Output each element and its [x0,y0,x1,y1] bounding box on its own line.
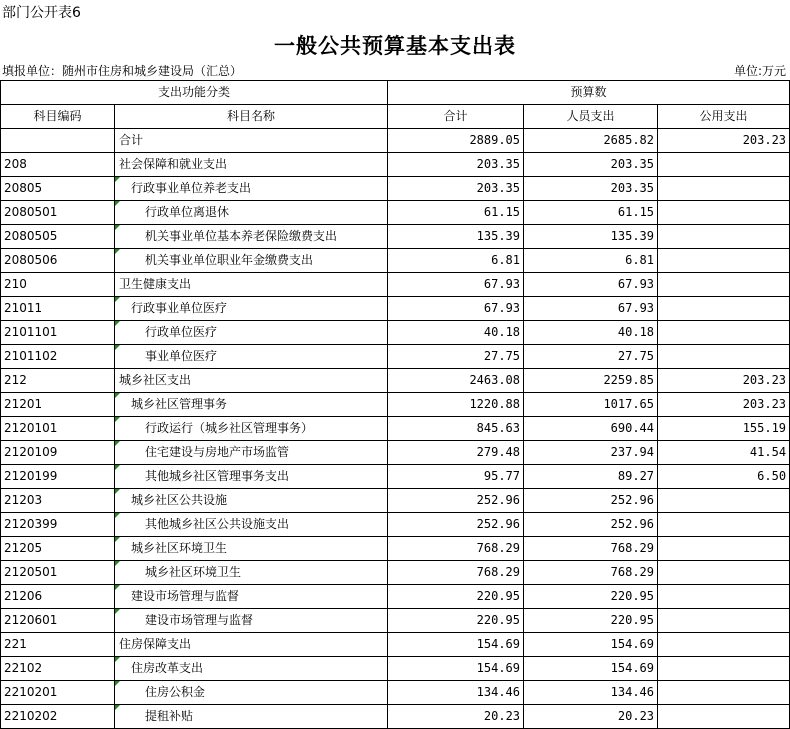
table-row [1,513,790,537]
cell-personnel: 40.18 [524,321,658,345]
cell-name: 卫生健康支出 [115,273,388,297]
table-row [1,537,790,561]
table-row [1,489,790,513]
table-row [1,681,790,705]
cell-total: 134.46 [388,681,524,705]
cell-public: 203.23 [658,369,790,393]
cell-total: 27.75 [388,345,524,369]
cell-name: 建设市场管理与监督 [115,585,388,609]
header-name: 科目名称 [115,105,388,129]
cell-code: 2120101 [1,417,115,441]
budget-table [0,80,790,729]
cell-public [658,273,790,297]
cell-code: 21203 [1,489,115,513]
cell-total: 768.29 [388,561,524,585]
cell-public [658,561,790,585]
header-total: 合计 [388,105,524,129]
cell-name: 住宅建设与房地产市场监管 [115,441,388,465]
cell-public [658,513,790,537]
cell-personnel: 768.29 [524,537,658,561]
table-row [1,177,790,201]
table-row [1,273,790,297]
cell-public: 41.54 [658,441,790,465]
cell-total: 135.39 [388,225,524,249]
cell-name: 住房公积金 [115,681,388,705]
cell-name: 城乡社区公共设施 [115,489,388,513]
cell-total: 154.69 [388,633,524,657]
cell-code: 21206 [1,585,115,609]
cell-public [658,657,790,681]
cell-code: 21011 [1,297,115,321]
cell-personnel: 768.29 [524,561,658,585]
cell-code: 212 [1,369,115,393]
cell-total: 2463.08 [388,369,524,393]
cell-personnel: 2259.85 [524,369,658,393]
cell-name: 事业单位医疗 [115,345,388,369]
cell-personnel: 690.44 [524,417,658,441]
table-row [1,561,790,585]
cell-code: 2120399 [1,513,115,537]
currency-unit: 单位:万元 [733,64,786,78]
cell-code: 208 [1,153,115,177]
table-row [1,249,790,273]
cell-public: 6.50 [658,465,790,489]
cell-personnel: 154.69 [524,657,658,681]
cell-public [658,321,790,345]
cell-code: 2101102 [1,345,115,369]
cell-name: 行政运行（城乡社区管理事务） [115,417,388,441]
cell-total: 1220.88 [388,393,524,417]
cell-total: 203.35 [388,177,524,201]
cell-total: 6.81 [388,249,524,273]
cell-code: 2080506 [1,249,115,273]
cell-total: 67.93 [388,273,524,297]
cell-name: 其他城乡社区管理事务支出 [115,465,388,489]
cell-personnel: 1017.65 [524,393,658,417]
cell-total: 20.23 [388,705,524,729]
header-personnel: 人员支出 [524,105,658,129]
cell-public [658,297,790,321]
cell-name: 行政单位医疗 [115,321,388,345]
table-row [1,633,790,657]
cell-public [658,585,790,609]
table-row [1,393,790,417]
cell-personnel: 203.35 [524,177,658,201]
filing-unit: 填报单位：随州市住房和城乡建设局（汇总） [2,64,243,78]
cell-public [658,345,790,369]
cell-total: 220.95 [388,585,524,609]
cell-total: 220.95 [388,609,524,633]
cell-code [1,129,115,153]
cell-public [658,489,790,513]
cell-code: 2120109 [1,441,115,465]
table-row [1,201,790,225]
cell-name: 机关事业单位职业年金缴费支出 [115,249,388,273]
cell-personnel: 67.93 [524,273,658,297]
cell-total: 154.69 [388,657,524,681]
header-budget-amount: 预算数 [388,81,790,105]
cell-name: 城乡社区环境卫生 [115,561,388,585]
cell-code: 2120601 [1,609,115,633]
cell-personnel: 154.69 [524,633,658,657]
cell-name: 行政事业单位养老支出 [115,177,388,201]
cell-personnel: 252.96 [524,513,658,537]
cell-public [658,225,790,249]
table-row [1,153,790,177]
cell-name: 其他城乡社区公共设施支出 [115,513,388,537]
table-row [1,441,790,465]
table-row [1,369,790,393]
cell-name: 城乡社区环境卫生 [115,537,388,561]
table-row [1,657,790,681]
header-column-row [1,105,790,129]
cell-code: 21205 [1,537,115,561]
cell-name: 行政事业单位医疗 [115,297,388,321]
cell-public: 155.19 [658,417,790,441]
cell-name: 机关事业单位基本养老保险缴费支出 [115,225,388,249]
cell-name: 社会保障和就业支出 [115,153,388,177]
cell-total: 95.77 [388,465,524,489]
cell-code: 2210202 [1,705,115,729]
cell-name: 住房改革支出 [115,657,388,681]
table-body [1,129,790,729]
header-code: 科目编码 [1,105,115,129]
cell-name: 城乡社区管理事务 [115,393,388,417]
cell-name: 行政单位离退休 [115,201,388,225]
cell-personnel: 220.95 [524,609,658,633]
cell-code: 210 [1,273,115,297]
cell-total: 203.35 [388,153,524,177]
table-row [1,297,790,321]
cell-public: 203.23 [658,393,790,417]
cell-code: 2120199 [1,465,115,489]
cell-name: 提租补贴 [115,705,388,729]
cell-code: 22102 [1,657,115,681]
header-public: 公用支出 [658,105,790,129]
cell-public [658,153,790,177]
table-row [1,705,790,729]
table-row [1,465,790,489]
cell-public: 203.23 [658,129,790,153]
cell-personnel: 237.94 [524,441,658,465]
cell-public [658,249,790,273]
cell-personnel: 220.95 [524,585,658,609]
cell-total: 845.63 [388,417,524,441]
table-row [1,225,790,249]
cell-public [658,177,790,201]
cell-code: 20805 [1,177,115,201]
cell-total: 768.29 [388,537,524,561]
cell-personnel: 203.35 [524,153,658,177]
cell-name: 住房保障支出 [115,633,388,657]
cell-total: 252.96 [388,513,524,537]
cell-personnel: 61.15 [524,201,658,225]
cell-code: 2210201 [1,681,115,705]
cell-code: 2120501 [1,561,115,585]
cell-personnel: 89.27 [524,465,658,489]
cell-code: 2080501 [1,201,115,225]
cell-code: 2101101 [1,321,115,345]
table-row [1,321,790,345]
cell-personnel: 2685.82 [524,129,658,153]
cell-personnel: 252.96 [524,489,658,513]
table-row [1,609,790,633]
header-function-classification: 支出功能分类 [1,81,388,105]
cell-personnel: 27.75 [524,345,658,369]
header-group-row [1,81,790,105]
cell-name: 合计 [115,129,388,153]
cell-personnel: 135.39 [524,225,658,249]
cell-public [658,201,790,225]
table-row [1,417,790,441]
cell-code: 2080505 [1,225,115,249]
cell-total: 279.48 [388,441,524,465]
cell-public [658,537,790,561]
cell-name: 城乡社区支出 [115,369,388,393]
cell-total: 252.96 [388,489,524,513]
cell-code: 221 [1,633,115,657]
table-row [1,585,790,609]
cell-personnel: 20.23 [524,705,658,729]
cell-code: 21201 [1,393,115,417]
table-row [1,129,790,153]
cell-personnel: 67.93 [524,297,658,321]
cell-public [658,681,790,705]
cell-total: 40.18 [388,321,524,345]
page-title: 一般公共预算基本支出表 [274,34,516,58]
cell-total: 67.93 [388,297,524,321]
cell-personnel: 134.46 [524,681,658,705]
cell-total: 61.15 [388,201,524,225]
cell-total: 2889.05 [388,129,524,153]
document-label: 部门公开表6 [2,5,81,21]
cell-public [658,633,790,657]
cell-public [658,705,790,729]
cell-public [658,609,790,633]
cell-name: 建设市场管理与监督 [115,609,388,633]
table-row [1,345,790,369]
cell-personnel: 6.81 [524,249,658,273]
